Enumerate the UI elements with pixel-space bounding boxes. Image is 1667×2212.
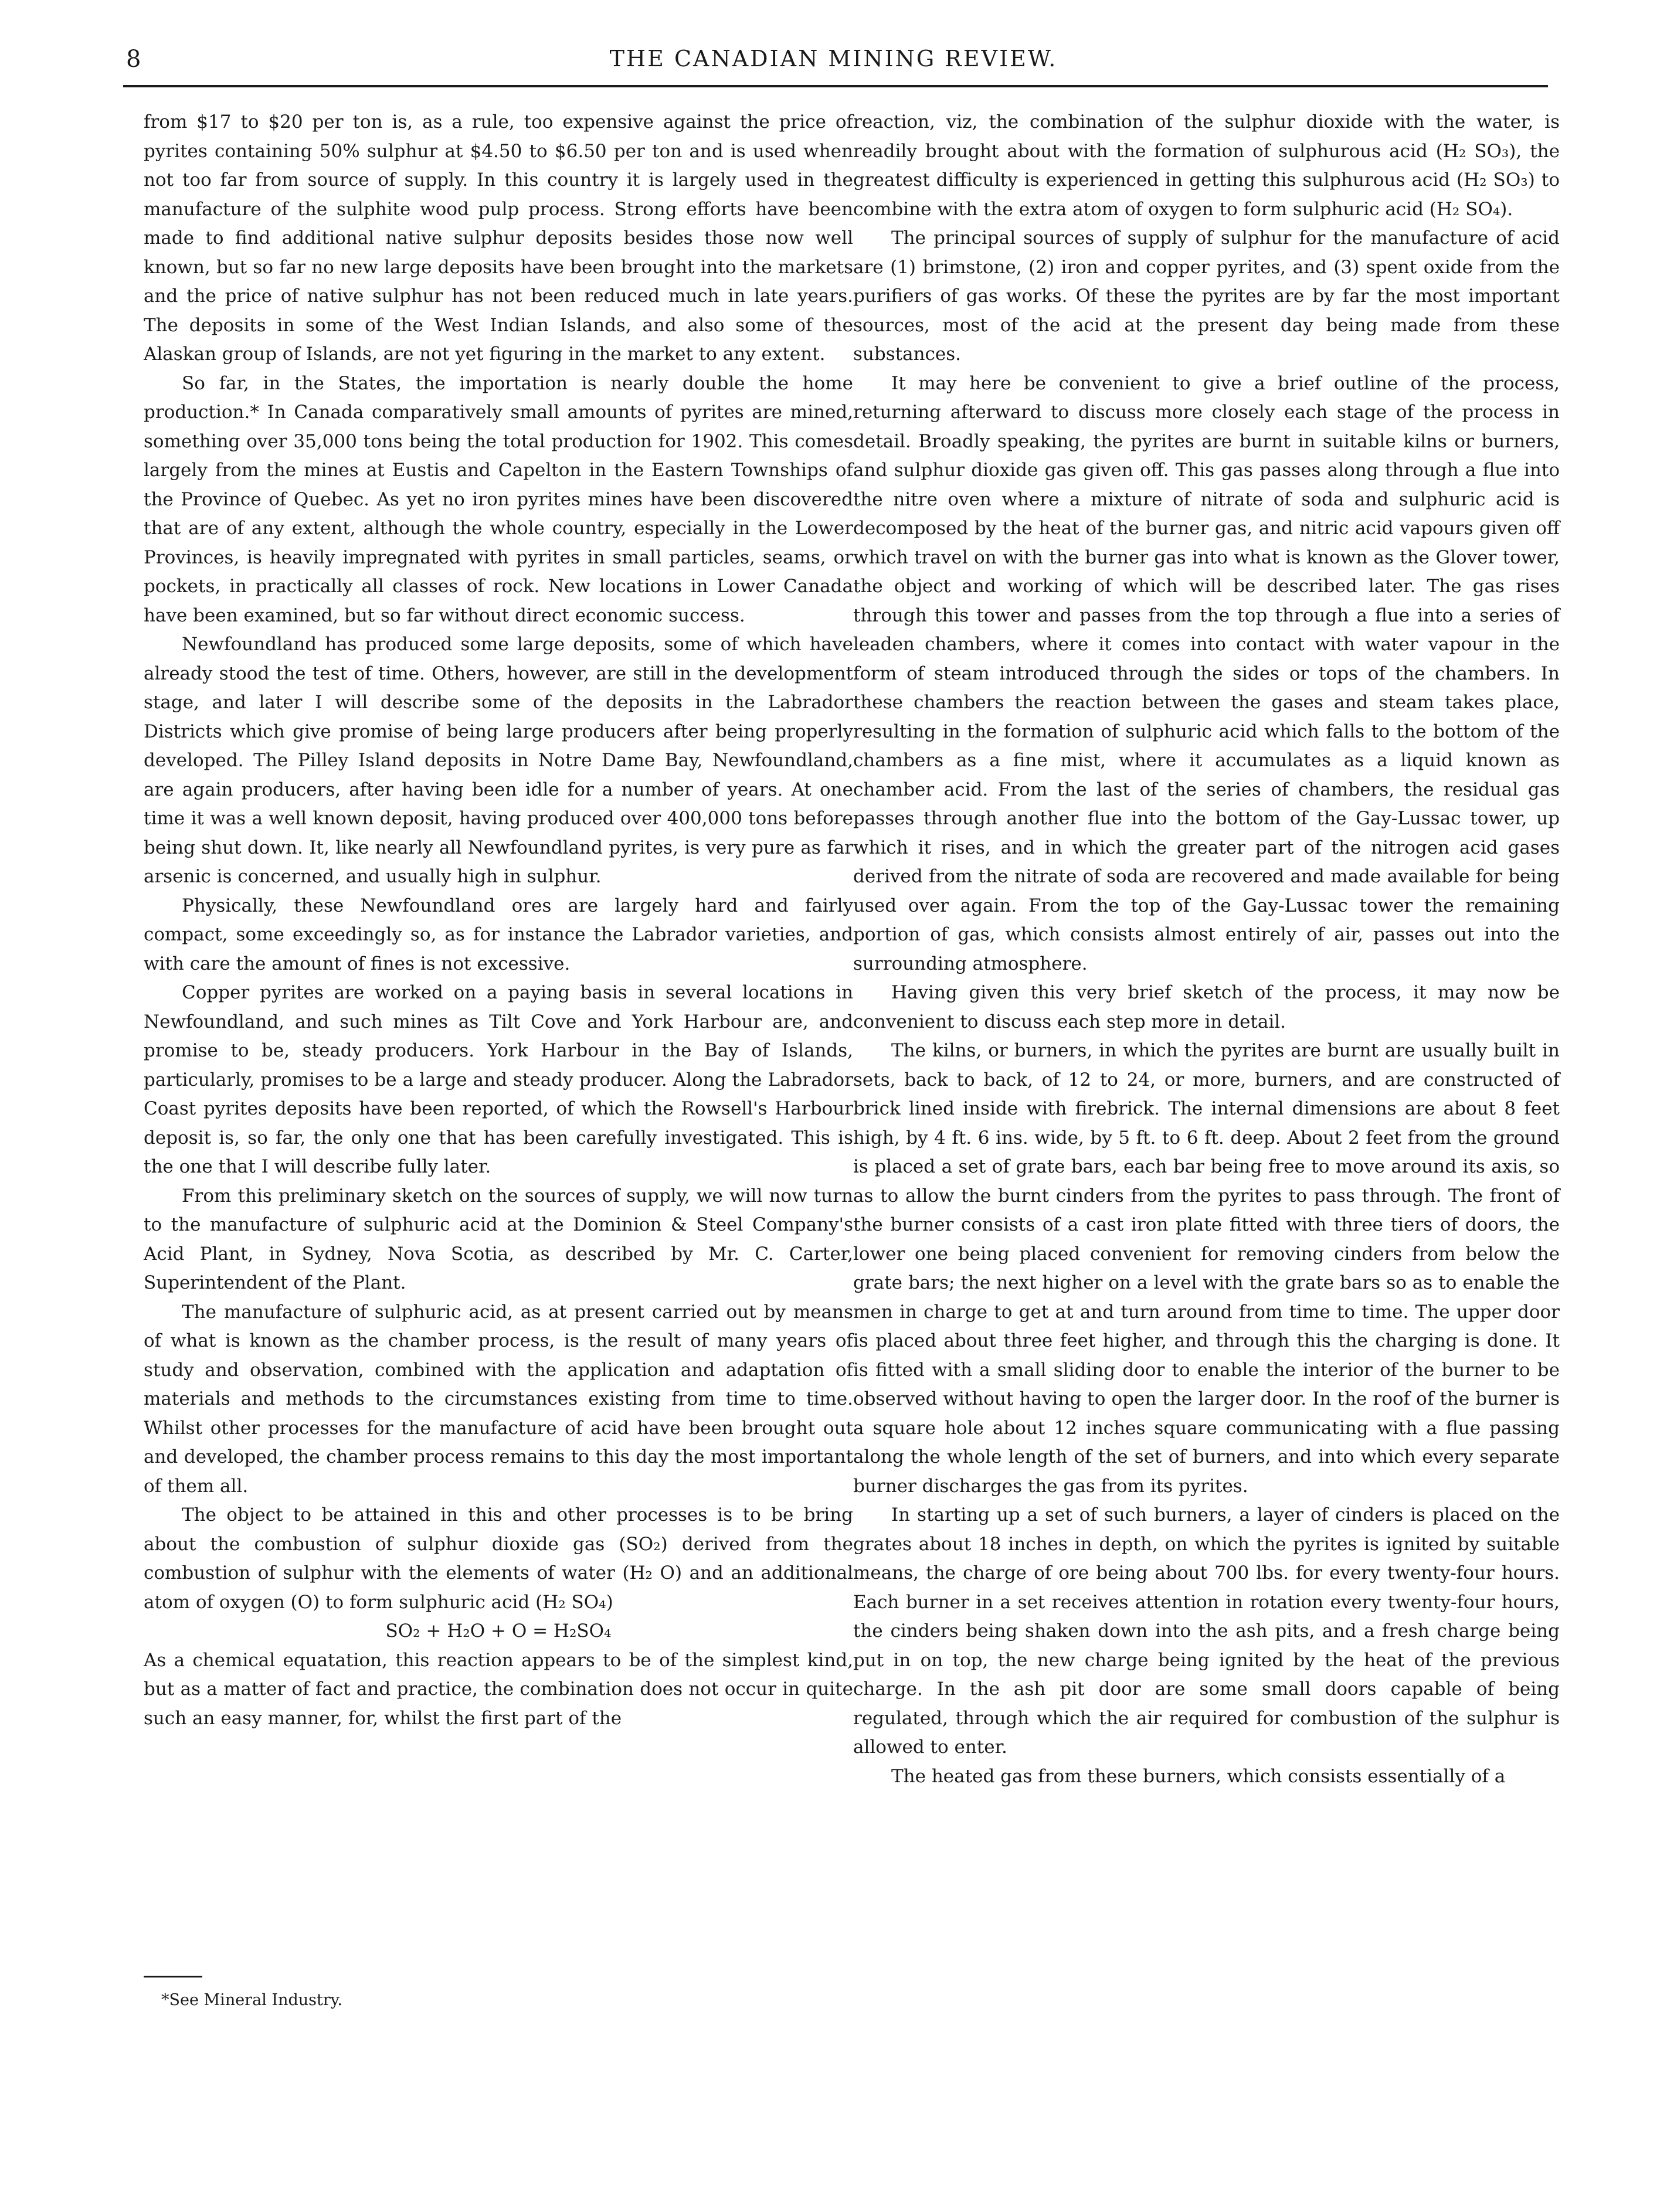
paragraph: From this preliminary sketch on the sources of supply, we will now turn to the manufacture of sulphuric acid at the Dominion & Steel Company's Acid Plant, in Sydney, Nova Scotia, as described by Mr. C. Carter, Superintendent of the Plant. [144,1185,853,1293]
header-rule [123,85,1548,87]
chemical-equation: SO₂ + H₂O + O = H₂SO₄ [385,1620,612,1642]
footnote: *See Mineral Industry. [161,1991,342,2009]
left-column [144,108,853,1733]
paragraph: It may here be convenient to give a brief outline of the process, returning afterward to discuss more closely each stage of the process in detail. Broadly speaking, the pyrites are burnt in suitable kilns or burners, and sulphur dioxide gas given off. This gas passes along through a flue into the nitre oven where a mixture of nitrate of soda and sulphuric acid is decomposed by the heat of the burner gas, and nitric acid vapours given off which travel on with the burner gas into what is known as the Glover tower, the object and working of which will be described later. The gas rises through this tower and passes from the top through a flue into a series of leaden chambers, where it comes into contact with water vapour in the form of steam introduced through the sides or tops of the chambers. In these chambers the reaction between the gases and steam takes place, resulting in the formation of sulphuric acid which falls to the bottom of the chambers as a fine mist, where it accumulates as a liquid known as chamber acid. From the last of the series of chambers, the residual gas passes through another flue into the bottom of the Gay-Lussac tower, up which it rises, and in which the greater part of the nitrogen acid gases derived from the nitrate of soda are recovered and made available for being used over again. From the top of the Gay-Lussac tower the remaining portion of gas, which consists almost entirely of air, passes out into the surrounding atmosphere. [853,372,1560,974]
running-title: THE CANADIAN MINING REVIEW. [609,46,1058,72]
right-column [853,108,1560,1791]
paragraph: Having given this very brief sketch of the process, it may now be convenient to discuss each step more in detail. [853,982,1560,1032]
paragraph: Newfoundland has produced some large deposits, some of which have already stood the test of time. Others, however, are still in the development stage, and later I will describe some of the deposits in the Labrador Districts which give promise of being large producers after being properly developed. The Pilley Island deposits in Notre Dame Bay, Newfoundland, are again producers, after having been idle for a number of years. At one time it was a well known deposit, having produced over 400,000 tons before being shut down. It, like nearly all Newfoundland pyrites, is very pure as far arsenic is concerned, and usually high in sulphur. [144,634,853,887]
paragraph: So far, in the States, the importation is nearly double the home production.* In Canada comparatively small amounts of pyrites are mined, something over 35,000 tons being the total production for 1902. This comes largely from the mines at Eustis and Capelton in the Eastern Townships of the Province of Quebec. As yet no iron pyrites mines have been discovered that are of any extent, although the whole country, especially in the Lower Provinces, is heavily impregnated with pyrites in small particles, seams, or pockets, in practically all classes of rock. New locations in Lower Canada have been examined, but so far without direct economic success. [144,372,853,626]
page-number: 8 [126,46,141,73]
paragraph: Copper pyrites are worked on a paying basis in several locations in Newfoundland, and such mines as Tilt Cove and York Harbour are, and promise to be, steady producers. York Harbour in the Bay of Islands, particularly, promises to be a large and steady producer. Along the Labrador Coast pyrites deposits have been reported, of which the Rowsell's Harbour deposit is, so far, the only one that has been carefully investigated. This is the one that I will describe fully later. [144,982,853,1177]
paragraph: The heated gas from these burners, which consists essentially of a [891,1765,1506,1787]
page-header [0,46,1667,81]
footnote-rule [144,1976,202,1977]
paragraph: from $17 to $20 per ton is, as a rule, too expensive against the price of pyrites containing 50% sulphur at $4.50 to $6.50 per ton and is used when not too far from source of supply. In this country it is largely used in the manufacture of the sulphite wood pulp process. Strong efforts have been made to find additional native sulphur deposits besides those now well known, but so far no new large deposits have been brought into the markets and the price of native sulphur has not been reduced much in late years. The deposits in some of the West Indian Islands, and also some of the Alaskan group of Islands, are not yet figuring in the market to any extent. [144,111,853,365]
paragraph: reaction, viz, the combination of the sulphur dioxide with the water, is readily brought about with the formation of sulphurous acid (H₂ SO₃), the greatest difficulty is experienced in getting this sulphurous acid (H₂ SO₃) to combine with the extra atom of oxygen to form sulphuric acid (H₂ SO₄). [853,111,1560,220]
paragraph: As a chemical equatation, this reaction appears to be of the simplest kind, but as a matter of fact and practice, the combination does not occur in quite such an easy manner, for, whilst the first part of the [144,1649,853,1729]
paragraph: The principal sources of supply of sulphur for the manufacture of acid are (1) brimstone, (2) iron and copper pyrites, and (3) spent oxide from the purifiers of gas works. Of these the pyrites are by far the most important sources, most of the acid at the present day being made from these substances. [853,227,1560,365]
paragraph: The object to be attained in this and other processes is to be bring about the combustion of sulphur dioxide gas (SO₂) derived from the combustion of sulphur with the elements of water (H₂ O) and an additional atom of oxygen (O) to form sulphuric acid (H₂ SO₄) [144,1504,853,1613]
paragraph: The manufacture of sulphuric acid, as at present carried out by means of what is known as the chamber process, is the result of many years of study and observation, combined with the application and adaptation of materials and methods to the circumstances existing from time to time. Whilst other processes for the manufacture of acid have been brought out and developed, the chamber process remains to this day the most important of them all. [144,1301,853,1497]
paragraph: Physically, these Newfoundland ores are largely hard and fairly compact, some exceedingly so, as for instance the Labrador varieties, and with care the amount of fines is not excessive. [144,895,853,974]
paragraph: In starting up a set of such burners, a layer of cinders is placed on the grates about 18 inches in depth, on which the pyrites is ignited by suitable means, the charge of ore being about 700 lbs. for every twenty-four hours. Each burner in a set receives attention in rotation every twenty-four hours, the cinders being shaken down into the ash pits, and a fresh charge being put in on top, the new charge being ignited by the heat of the previous charge. In the ash pit door are some small doors capable of being regulated, through which the air required for combustion of the sulphur is allowed to enter. [853,1504,1560,1758]
paragraph: The kilns, or burners, in which the pyrites are burnt are usually built in sets, back to back, of 12 to 24, or more, burners, and are constructed of brick lined inside with firebrick. The internal dimensions are about 8 feet high, by 4 ft. 6 ins. wide, by 5 ft. to 6 ft. deep. About 2 feet from the ground is placed a set of grate bars, each bar being free to move around its axis, so as to allow the burnt cinders from the pyrites to pass through. The front of the burner consists of a cast iron plate fitted with three tiers of doors, the lower one being placed convenient for removing cinders from below the grate bars; the next higher on a level with the grate bars so as to enable the men in charge to get at and turn around from time to time. The upper door is placed about three feet higher, and through this the charging is done. It is fitted with a small sliding door to enable the interior of the burner to be observed without having to open the larger door. In the roof of the burner is a square hole about 12 inches square communicating with a flue passing along the whole length of the set of burners, and into which every separate burner discharges the gas from its pyrites. [853,1040,1560,1497]
